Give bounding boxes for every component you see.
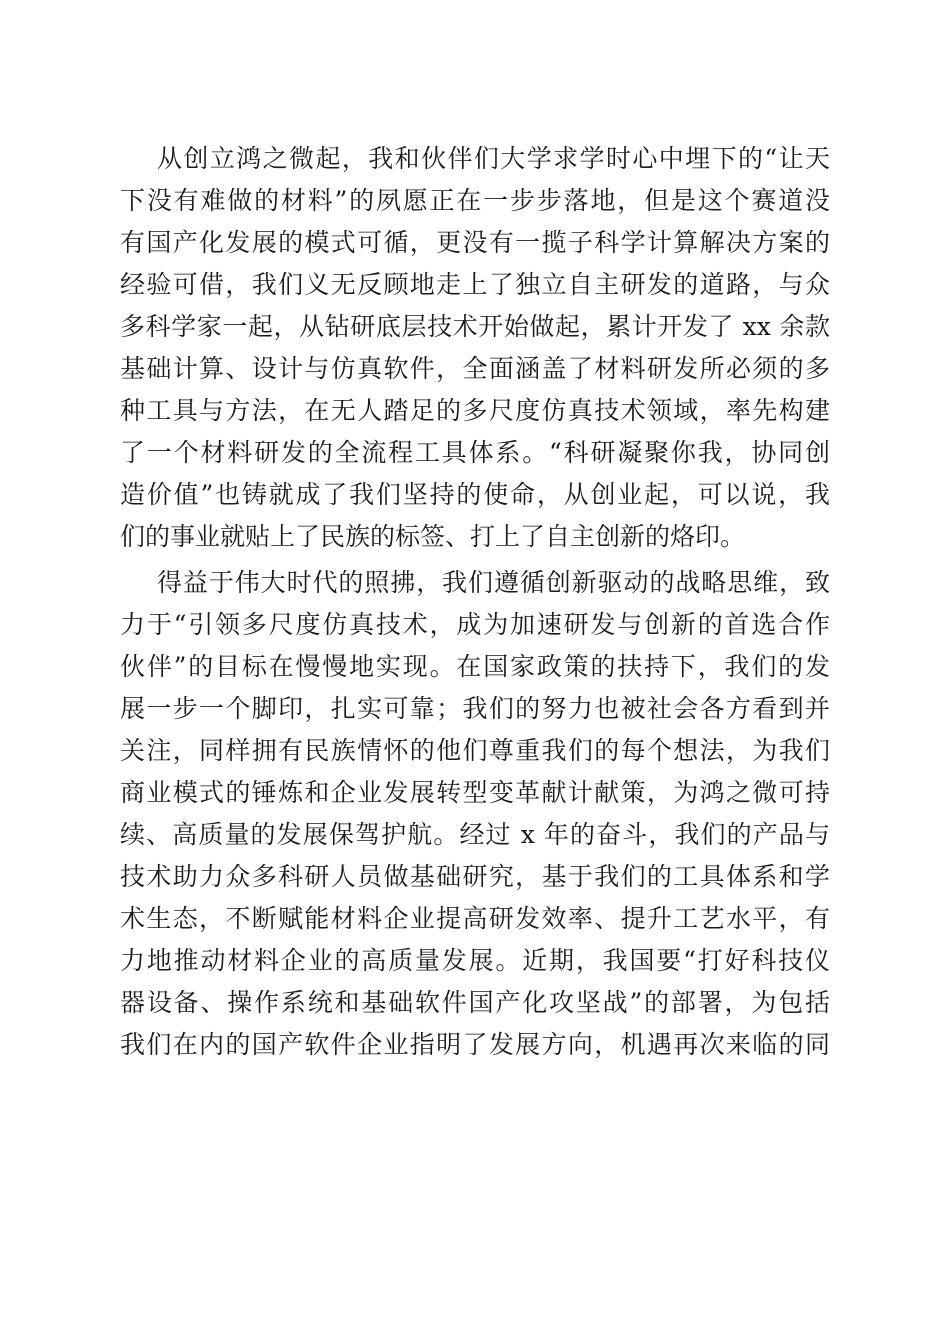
text-line: 展一步一个脚印，扎实可靠；我们的努力也被社会各方看到并 (120, 694, 830, 723)
text-line: 力于“引领多尺度仿真技术，成为加速研发与创新的首选合作 (120, 610, 830, 639)
text-line: 器设备、操作系统和基础软件国产化攻坚战”的部署，为包括 (120, 988, 830, 1017)
text-line: 经验可借，我们义无反顾地走上了独立自主研发的道路，与众 (120, 270, 830, 299)
text-line: 关注，同样拥有民族情怀的他们尊重我们的每个想法，为我们 (120, 736, 830, 765)
text-line: 下没有难做的材料”的夙愿正在一步步落地，但是这个赛道没 (120, 186, 830, 215)
text-line: 基础计算、设计与仿真软件，全面涵盖了材料研发所必须的多 (120, 354, 830, 383)
text-line: 术生态，不断赋能材料企业提高研发效率、提升工艺水平，有 (120, 904, 830, 933)
text-line: 了一个材料研发的全流程工具体系。“科研凝聚你我，协同创 (120, 438, 830, 467)
text-line: 造价值”也铸就成了我们坚持的使命，从创业起，可以说，我 (120, 480, 830, 509)
text-line: 伙伴”的目标在慢慢地实现。在国家政策的扶持下，我们的发 (120, 652, 830, 681)
text-line: 们的事业就贴上了民族的标签、打上了自主创新的烙印。 (120, 522, 746, 551)
text-line: 技术助力众多科研人员做基础研究，基于我们的工具体系和学 (120, 862, 830, 891)
text-line: 有国产化发展的模式可循，更没有一揽子科学计算解决方案的 (120, 228, 830, 257)
text-line: 种工具与方法，在无人踏足的多尺度仿真技术领域，率先构建 (120, 396, 830, 425)
paragraph-2 (120, 562, 830, 1066)
text-line: 商业模式的锤炼和企业发展转型变革献计献策，为鸿之微可持 (120, 778, 830, 807)
text-line: 多科学家一起，从钻研底层技术开始做起，累计开发了 xx 余款 (120, 312, 830, 341)
text-line: 续、高质量的发展保驾护航。经过 x 年的奋斗，我们的产品与 (120, 820, 830, 849)
text-line: 得益于伟大时代的照拂，我们遵循创新驱动的战略思维，致 (157, 568, 830, 597)
text-line: 我们在内的国产软件企业指明了发展方向，机遇再次来临的同 (120, 1030, 830, 1059)
paragraph-1 (120, 138, 830, 558)
text-line: 力地推动材料企业的高质量发展。近期，我国要“打好科技仪 (120, 946, 830, 975)
text-line: 从创立鸿之微起，我和伙伴们大学求学时心中埋下的“让天 (157, 144, 830, 173)
document-page (120, 138, 830, 1066)
